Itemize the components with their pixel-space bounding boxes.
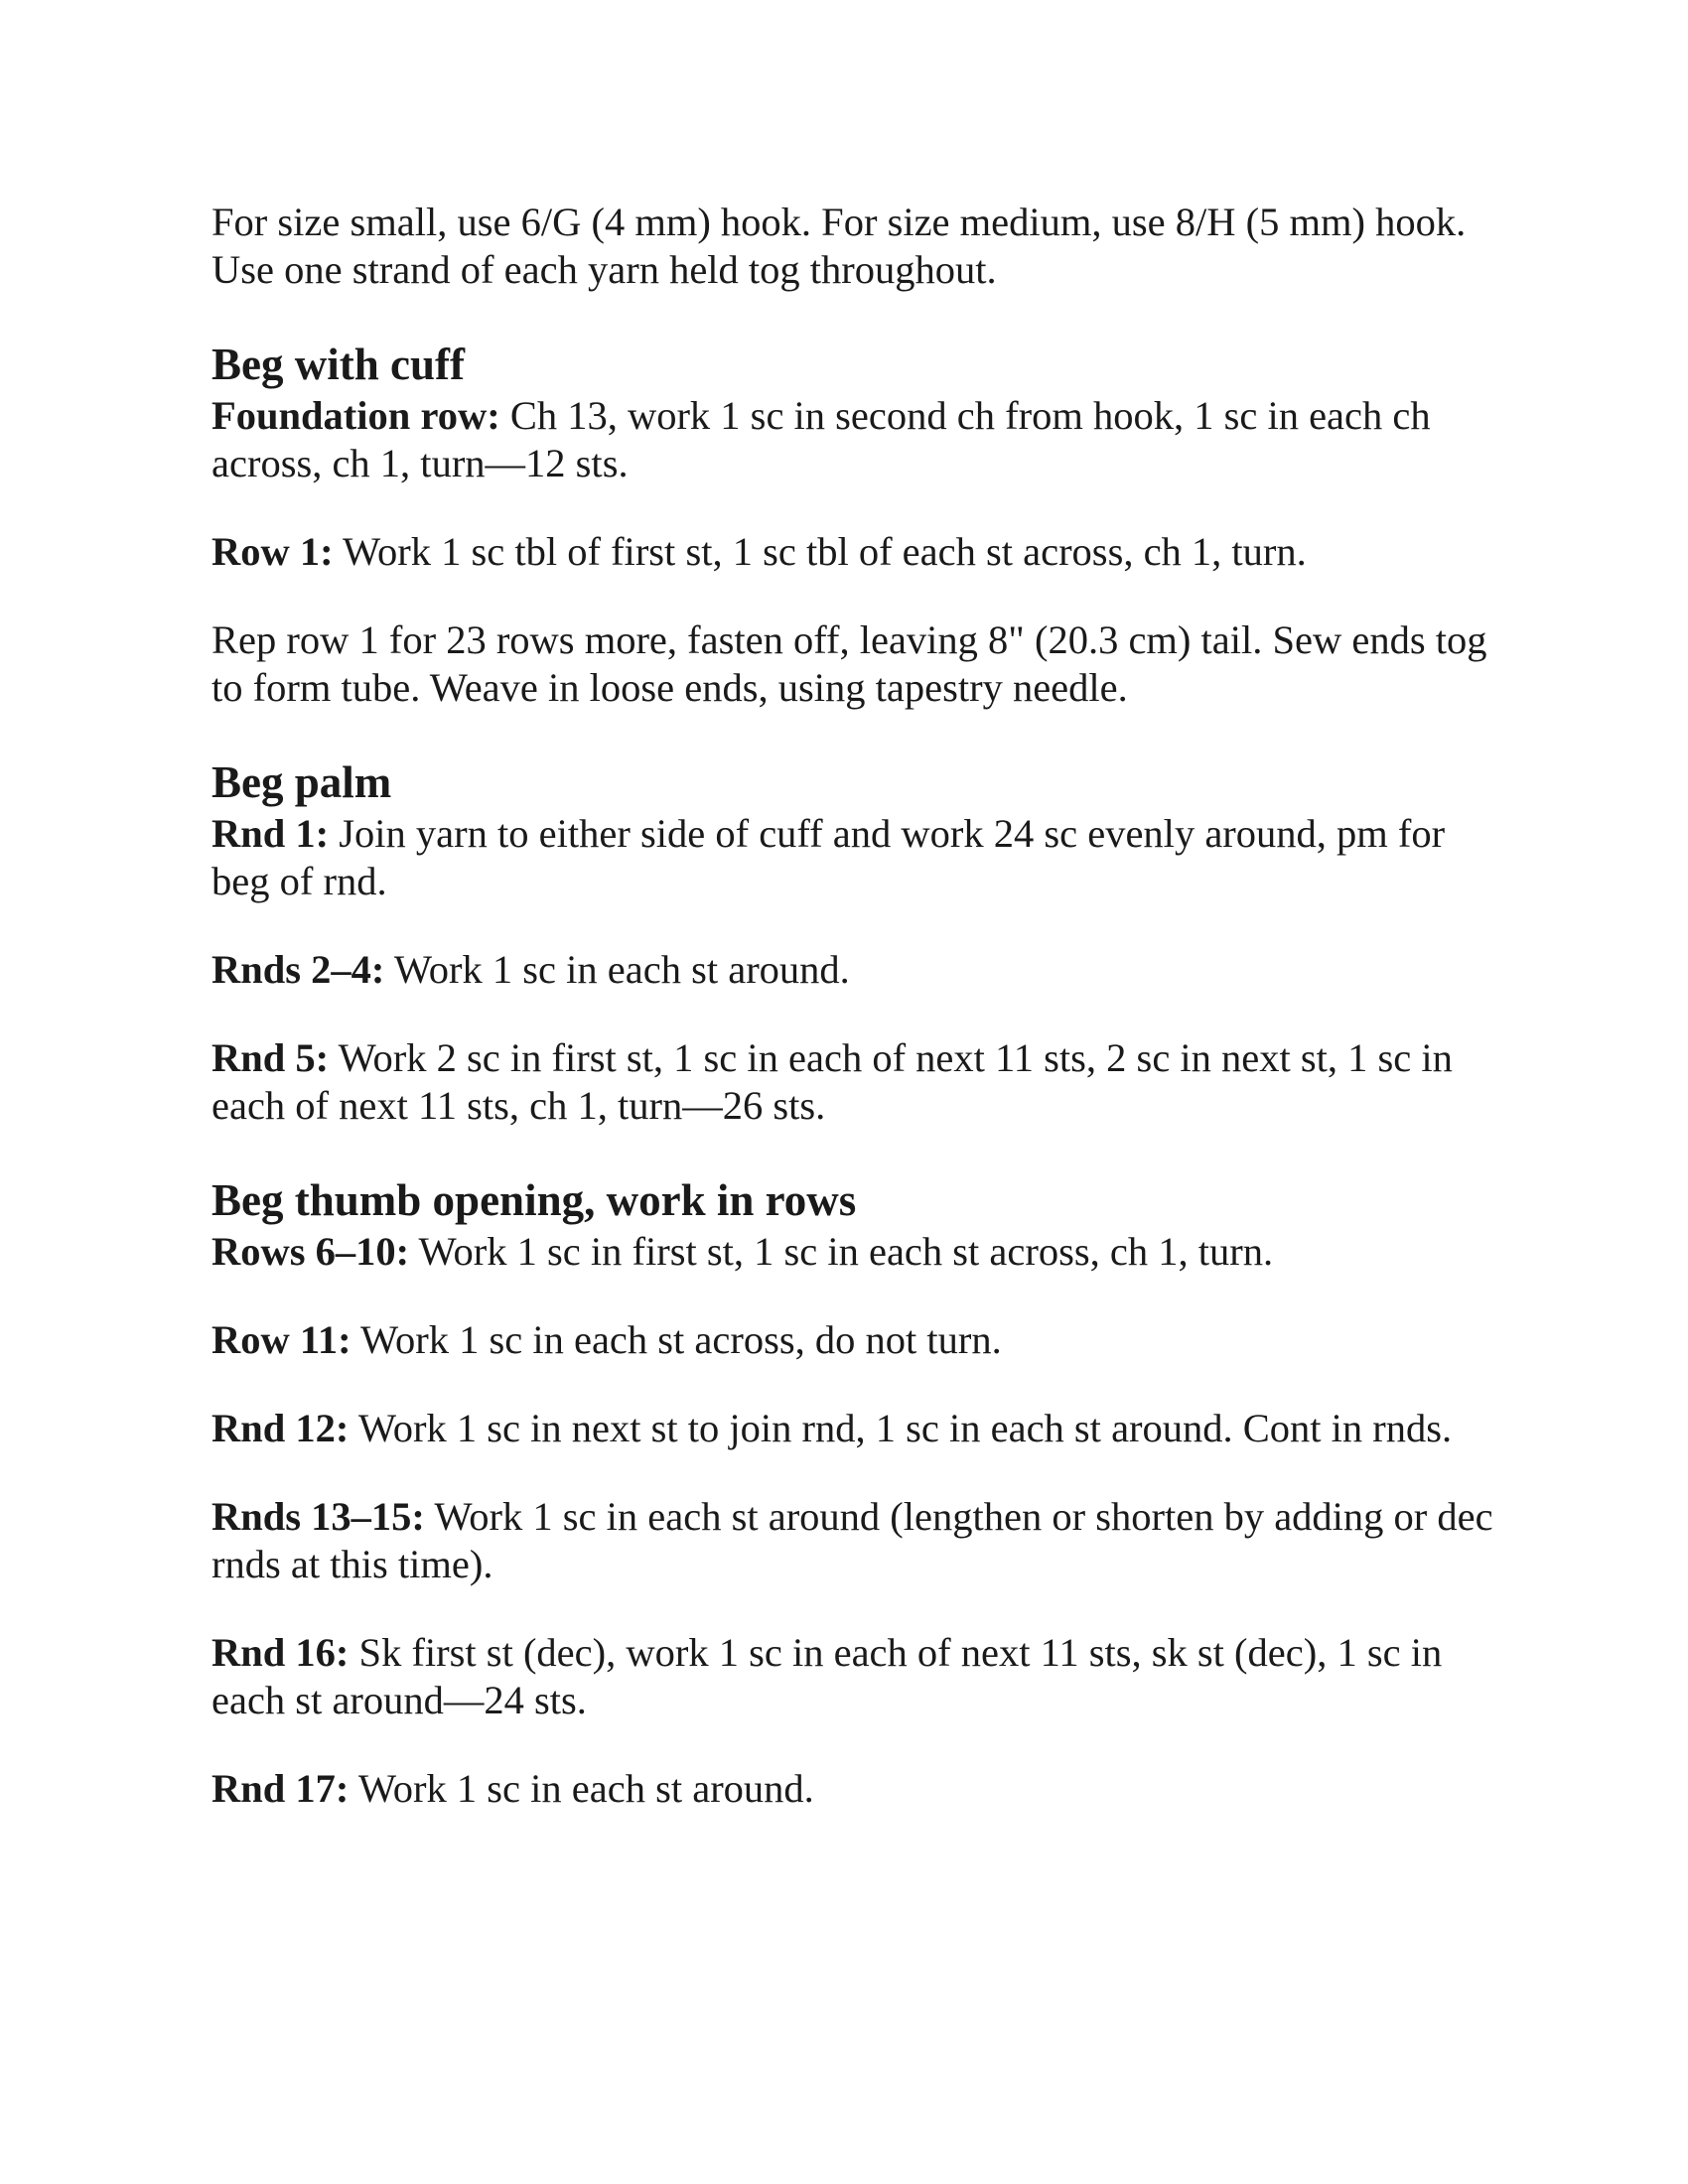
- step-text: Work 1 sc in each st around.: [349, 1766, 814, 1811]
- section-heading-palm: Beg palm: [211, 757, 392, 807]
- instruction-rnds-13-15: [211, 1493, 1502, 1588]
- instruction-repeat-row: [211, 616, 1502, 712]
- instruction-rnd-1: [211, 810, 1502, 905]
- instruction-rnds-2-4: [211, 946, 1502, 994]
- step-text: Work 1 sc in first st, 1 sc in each st across, ch 1, turn.: [409, 1229, 1274, 1274]
- step-text: Work 1 sc in next st to join rnd, 1 sc in each st around. Cont in rnds.: [349, 1406, 1453, 1450]
- instruction-rows-6-10: [211, 1228, 1502, 1276]
- step-text: Work 1 sc tbl of first st, 1 sc tbl of each st across, ch 1, turn.: [333, 529, 1307, 574]
- section-heading-cuff: Beg with cuff: [211, 340, 465, 389]
- instruction-row-1: [211, 528, 1502, 576]
- section-heading-thumb-opening: Beg thumb opening, work in rows: [211, 1175, 857, 1225]
- step-label: Rnd 17:: [211, 1766, 350, 1811]
- step-label: Rnd 12:: [211, 1406, 350, 1450]
- step-label: Rnds 2–4:: [211, 947, 385, 992]
- step-label: Row 1:: [211, 529, 334, 574]
- step-text: Work 1 sc in each st around.: [384, 947, 850, 992]
- instruction-rnd-17: [211, 1765, 1502, 1813]
- step-text: Ch 13, work 1 sc in second ch from hook, 1 sc in each ch across, ch 1, turn—12 sts.: [211, 393, 1431, 485]
- step-text: Rep row 1 for 23 rows more, fasten off, leaving 8" (20.3 cm) tail. Sew ends tog to form tube. Weave in loose ends, using tapestry needle.: [211, 617, 1487, 710]
- step-label: Rnd 16:: [211, 1630, 350, 1675]
- step-label: Rows 6–10:: [211, 1229, 410, 1274]
- step-text: Work 1 sc in each st across, do not turn.: [351, 1317, 1002, 1362]
- step-label: Foundation row:: [211, 393, 500, 438]
- step-text: Work 1 sc in each st around (lengthen or shorten by adding or dec rnds at this time).: [211, 1494, 1493, 1586]
- step-text: Join yarn to either side of cuff and work 24 sc evenly around, pm for beg of rnd.: [211, 811, 1446, 903]
- instruction-row-11: [211, 1316, 1502, 1364]
- step-text: Sk first st (dec), work 1 sc in each of next 11 sts, sk st (dec), 1 sc in each st around—24 sts.: [211, 1630, 1443, 1722]
- step-label: Rnd 5:: [211, 1035, 330, 1080]
- step-label: Rnds 13–15:: [211, 1494, 425, 1539]
- document-page: [211, 199, 1502, 1813]
- instruction-rnd-16: [211, 1629, 1502, 1724]
- intro-paragraph: For size small, use 6/G (4 mm) hook. For size medium, use 8/H (5 mm) hook. Use one strand of each yarn held tog throughout.: [211, 200, 1467, 292]
- step-text: Work 2 sc in first st, 1 sc in each of next 11 sts, 2 sc in next st, 1 sc in each of next 11 sts, ch 1, turn—26 sts.: [211, 1035, 1453, 1128]
- step-label: Rnd 1:: [211, 811, 330, 856]
- instruction-rnd-5: [211, 1034, 1502, 1130]
- instruction-rnd-12: [211, 1405, 1502, 1452]
- instruction-foundation-row: [211, 392, 1502, 487]
- step-label: Row 11:: [211, 1317, 352, 1362]
